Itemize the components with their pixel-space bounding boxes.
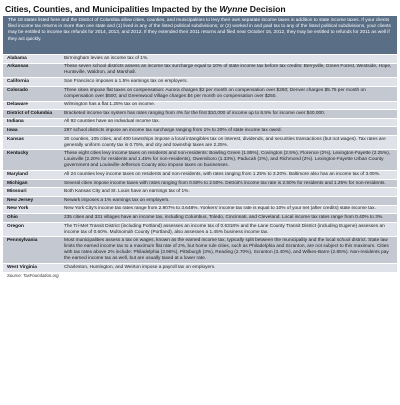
table-row <box>3 86 397 101</box>
title-prefix: Cities, Counties, and Municipalities Impacted by the <box>5 4 220 14</box>
state-name: District of Columbia <box>3 110 61 119</box>
state-name: Kentucky <box>3 150 61 171</box>
state-name: Delaware <box>3 101 61 110</box>
state-description: San Francisco imposes a 1.5% earnings tax on employers. <box>61 78 397 87</box>
table-row <box>3 110 397 119</box>
state-description: Three cities impose flat taxes on compensation: Aurora charges $2 per month on compensation over $250; Denver charges $5.75 per month on compensation over $500; and Greenwood Village charges $4 per month on compensation over $250. <box>61 86 397 101</box>
state-description: Newark imposes a 1% earnings tax on employers. <box>61 196 397 205</box>
state-description: Wilmington has a flat 1.25% tax on income. <box>61 101 397 110</box>
state-description: 30 counties, 105 cities, and 400 townships impose a local intangibles tax on interest, dividends, and securities transactions (but not wages). Tax rates are generally uniform county tax is 0.75%, and city and township taxes are 2.25%. <box>61 135 397 150</box>
table-row <box>3 264 397 272</box>
table-row <box>3 135 397 150</box>
table-row <box>3 78 397 87</box>
state-name: New York <box>3 205 61 214</box>
state-description: Birmingham levies an income tax of 1%. <box>61 55 397 64</box>
state-description: All 92 counties have an individual income tax. <box>61 118 397 127</box>
state-name: West Virginia <box>3 264 61 272</box>
state-description: Several cities impose income taxes with rates ranging from 0.50% to 2.50%. Detroit's income tax rate is 2.50% for residents and 1.25% for non-residents. <box>61 179 397 188</box>
state-description: The Tri-Met Transit District (including Portland) assesses an income tax of 0.6318% and the Lane County Transit District (including Eugene) assesses an income tax of 0.60%. Multnomah County (Portland), also assesses a 1.45% business income tax. <box>61 222 397 237</box>
state-name: Iowa <box>3 127 61 136</box>
table-row <box>3 237 397 264</box>
table-row <box>3 171 397 180</box>
title-italic: Wynne <box>219 4 248 14</box>
intro-paragraph: The 18 states listed here and the District of Columbia allow cities, counties, and municipalities to levy their own separate income taxes in addition to state income taxes. If your clients filed income tax returns in more than one state and (1) lived in any of the listed political subdivisions; or (2) worked in and paid tax to any of the listed political subdivisions, your clients may be entitled to income tax refunds for 2014, 2013, and 2012. If they extended their 2011 returns and filed near October 15, 2012, they may be entitled to refunds for 2011 as well if they act quickly. <box>3 16 397 54</box>
title-suffix: Decision <box>247 4 286 14</box>
state-name: New Jersey <box>3 196 61 205</box>
table-row <box>3 150 397 171</box>
table-row <box>3 222 397 237</box>
state-description: Both Kansas City and St. Louis have an earnings tax of 1%. <box>61 188 397 197</box>
table-row <box>3 101 397 110</box>
state-name: Missouri <box>3 188 61 197</box>
state-name: Maryland <box>3 171 61 180</box>
table-row <box>3 127 397 136</box>
table-row <box>3 214 397 223</box>
table-row <box>3 188 397 197</box>
state-description: Charleston, Huntington, and Weirton impose a payroll tax on employers. <box>61 264 397 272</box>
table-row <box>3 63 397 78</box>
state-name: California <box>3 78 61 87</box>
state-name: Michigan <box>3 179 61 188</box>
state-description: These eight cities levy income taxes on residents and non-residents: Bowling Green (1.85%), Covington (2.5%), Florence (2%), Lexington-Fayette (2.25%), Louisville (2.20% for residents and 1.45% for non-residents), Owensboro (1.33%), Paducah (2%), and Richmond (2%). Lexington-Fayette Urban County government and Louisville-Jefferson County also impose taxes on businesses. <box>61 150 397 171</box>
table-row <box>3 196 397 205</box>
state-name: Ohio <box>3 214 61 223</box>
state-description: New York City's income tax rates range from 2.907% to 3.648%. Yonkers' income tax rate is equal to 10% of your net (after credits) state income tax. <box>61 205 397 214</box>
document <box>3 2 397 403</box>
state-name: Alabama <box>3 55 61 64</box>
page-title <box>3 2 397 16</box>
state-description: Most municipalities assess a tax on wages, known as the earned income tax, typically split between the municipality and the local school district. State law limits the earned income tax to a maximum flat rate of 2%, but home rule cities, such as Philadelphia and Scranton, are not subject to this maximum. Cities with tax rates above 2% include: Philadelphia (3.98%), Pittsburgh (3%), Reading (2.70%), Scranton (3.40%), and Wilkes-Barre (2.85%). Non-residents pay the earned income tax as well, but are usually taxed at a lower rate. <box>61 237 397 264</box>
state-name: Pennsylvania <box>3 237 61 264</box>
state-name: Oregon <box>3 222 61 237</box>
table-row <box>3 118 397 127</box>
table-row <box>3 205 397 214</box>
state-description: All 24 counties levy income taxes on residents and non-residents, with rates ranging from 1.25% to 3.20%. Baltimore also has an income tax of 3.05%. <box>61 171 397 180</box>
states-table <box>3 54 397 272</box>
state-name: Kansas <box>3 135 61 150</box>
table-row <box>3 179 397 188</box>
state-description: 235 cities and 331 villages have an income tax, including Columbus, Toledo, Cincinnati, and Cleveland. Local income tax rates range from 0.40% to 3%. <box>61 214 397 223</box>
state-name: Arkansas <box>3 63 61 78</box>
state-name: Indiana <box>3 118 61 127</box>
state-description: These seven school districts assess an income tax surcharge equal to 10% of state income tax before tax credits: Berryville, Green Forest, Westside, Hope, Huntsville, Waldron, and Marshall. <box>61 63 397 78</box>
source-note: Source: TaxFoundation.org <box>7 272 59 278</box>
state-description: 297 school districts impose an income tax surcharge ranging from 1% to 20% of state income tax owed. <box>61 127 397 136</box>
state-name: Colorado <box>3 86 61 101</box>
table-row <box>3 55 397 64</box>
state-description: Bracketed income tax system has rates ranging from 4% for the first $10,000 of income up to 8.5% for income over $40,000. <box>61 110 397 119</box>
